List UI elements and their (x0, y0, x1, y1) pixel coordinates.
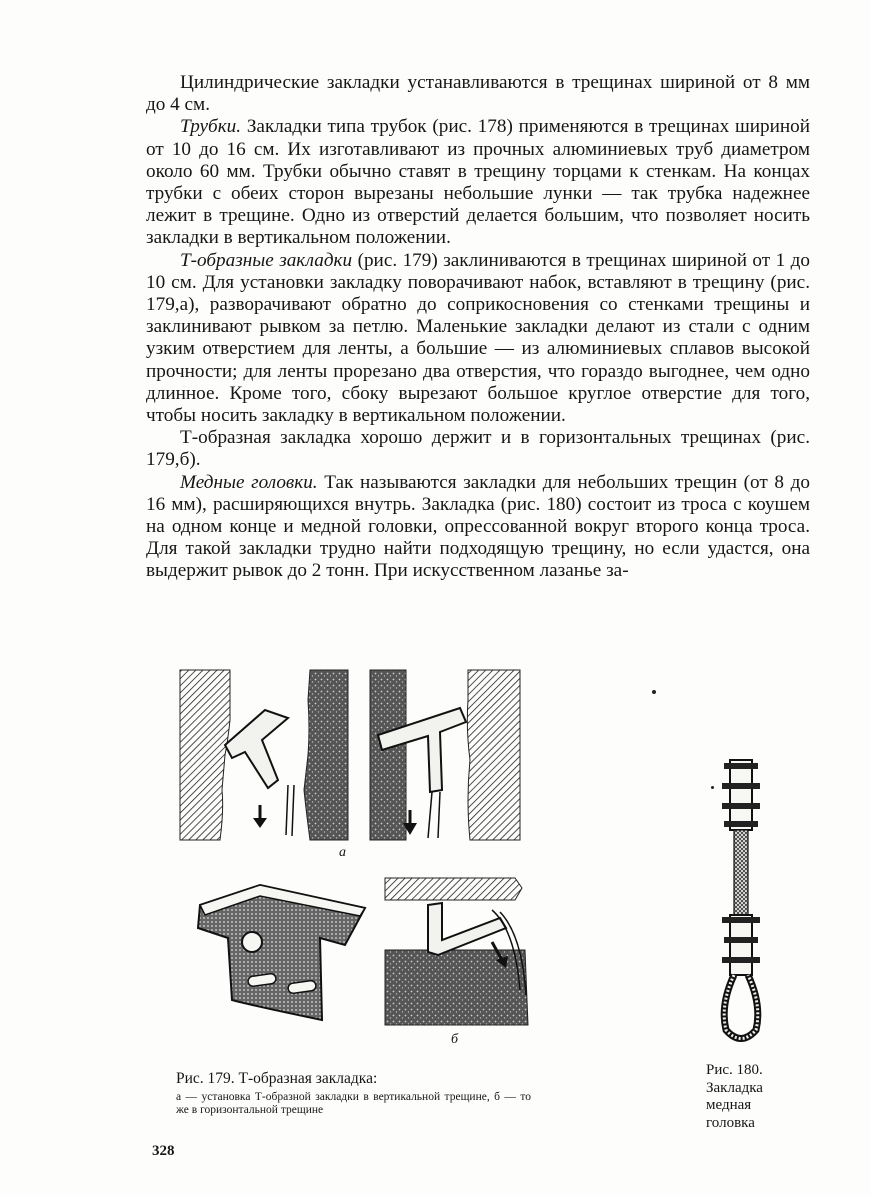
copper-head-top (722, 760, 760, 830)
horizontal-crack-panel (385, 878, 528, 1025)
paragraph-2-lead: Трубки. (180, 116, 242, 138)
paragraph-1: Цилиндрические закладки устанавливаются в трещинах шириной от 8 мм до 4 см. (146, 72, 810, 116)
speck (711, 786, 714, 789)
figure-180-caption-line: Рис. 180. (706, 1062, 763, 1078)
figure-179-caption-title: Рис. 179. Т-образная закладка: (176, 1070, 378, 1087)
paragraph-4: Т-образная закладка хорошо держит и в горизонтальных трещинах (рис. 179,б). (146, 427, 810, 471)
vertical-crack-panel-left (180, 670, 348, 840)
t-nut-closeup (198, 885, 365, 1020)
figure-179-illustration (170, 660, 540, 1050)
figure-179-sublabel-b: б (451, 1032, 459, 1047)
figure-179-caption-description: а — установка Т-образной закладки в вертикальной трещине, б — то же в горизонтальной трещине (176, 1091, 531, 1116)
vertical-crack-panel-right (370, 670, 520, 840)
figure-179-caption (176, 1070, 531, 1117)
figure-180-caption-line: Закладка (706, 1079, 763, 1096)
figure-179-sublabel-a: а (339, 845, 346, 860)
body-text (146, 72, 810, 583)
copper-head-bottom (722, 915, 760, 975)
paragraph-2: Трубки. Закладки типа трубок (рис. 178) применяются в трещинах шириной от 10 до 16 см. Их изготавливают из прочных алюминиевых труб диаметром около 60 мм. Трубки обычно ставят в трещину торцами к стенкам. На концах трубки с обеих сторон вырезаны небольшие лунки — так трубка надежнее лежит в трещине. Одно из отверстий делается большим, что позволяет носить закладки в вертикальном положении. (146, 116, 810, 249)
speck (652, 690, 656, 694)
figure-180-illustration (712, 755, 770, 1045)
paragraph-3: Т-образные закладки (рис. 179) заклиниваются в трещинах шириной от 1 до 10 см. Для установки закладку поворачивают набок, вставляют в трещину (рис. 179,а), разворачивают обратно до соприкосновения со стенками трещины и заклинивают рывком за петлю. Маленькие закладки делают из стали с одним узким отверстием для ленты, а большие — из алюминиевых сплавов высокой прочности; для ленты прорезано два отверстия, что гораздо выгоднее, чем одно длинное. Кроме того, сбоку вырезают большое круглое отверстие для того, чтобы носить закладку в вертикальном положении. (146, 249, 810, 427)
cable (734, 830, 748, 920)
paragraph-5-lead: Медные головки. (180, 471, 318, 493)
paragraph-3-lead: Т-образные закладки (180, 249, 353, 271)
figure-180-caption (706, 1062, 796, 1132)
figure-180-caption-line: головка (706, 1114, 755, 1131)
paragraph-5: Медные головки. Так называются закладки для небольших трещин (от 8 до 16 мм), расширяющихся внутрь. Закладка (рис. 180) состоит из троса с коушем на одном конце и медной головки, опрессованной вокруг второго конца троса. Для такой закладки трудно найти подходящую трещину, но если удастся, она выдержит рывок до 2 тонн. При искусственном лазанье за- (146, 471, 810, 582)
figure-180-caption-line: медная (706, 1097, 752, 1113)
page-number: 328 (152, 1143, 175, 1159)
